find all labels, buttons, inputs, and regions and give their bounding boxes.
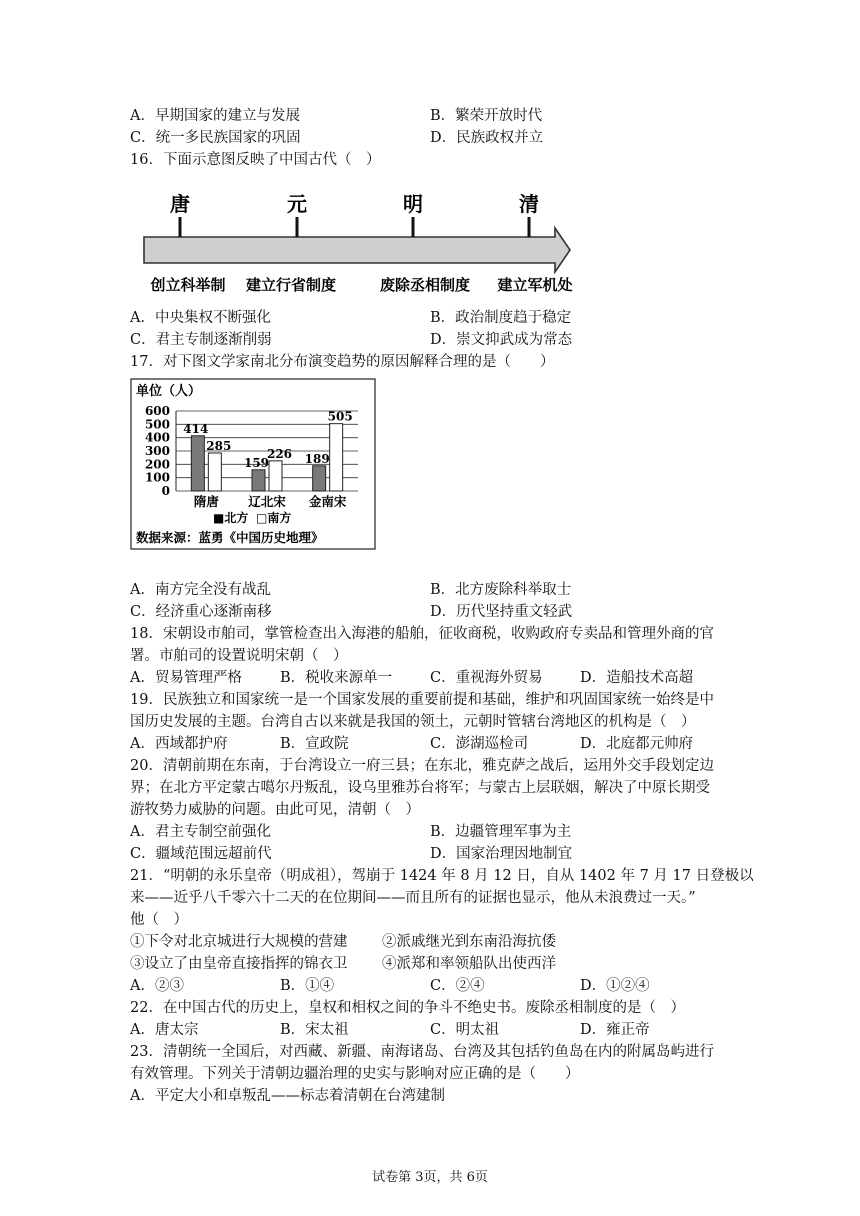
timeline-event-2: 建立行省制度 (245, 276, 337, 294)
q16-timeline-diagram (130, 184, 590, 296)
q17-option-b[interactable]: B．北方废除科举取士 (430, 582, 572, 598)
timeline-event-1: 创立科举制 (150, 276, 226, 294)
q18-option-d[interactable]: D．造船技术高超 (580, 670, 694, 686)
q22-option-b[interactable]: B．宋太祖 (280, 1022, 349, 1038)
q21-stem-line1: 21．“明朝的永乐皇帝（明成祖），驾崩于 1424 年 8 月 12 日，自从 1402 年 7 月 17 日登极以 (130, 868, 754, 884)
data-label: 285 (206, 439, 232, 453)
q18-option-c[interactable]: C．重视海外贸易 (430, 670, 543, 686)
chart-source: 数据来源：蓝勇《中国历史地理》 (136, 530, 324, 545)
q21-statement-1: ①下令对北京城进行大规模的营建 (130, 934, 348, 950)
q17-stem: 17．对下图文学家南北分布演变趋势的原因解释合理的是（ ） (130, 354, 555, 370)
y-tick-label: 200 (144, 457, 170, 472)
q18-stem-line1: 18．宋朝设市舶司，掌管检查出入海港的船舶，征收商税，收购政府专卖品和管理外商的官 (130, 626, 714, 642)
q21-option-a[interactable]: A．②③ (130, 978, 184, 994)
q22-option-a[interactable]: A．唐太宗 (130, 1022, 199, 1038)
q21-stem-line3: 他（ ） (130, 912, 188, 928)
bar-south (269, 461, 282, 491)
page-footer: 试卷第 3页，共 6页 (372, 1170, 488, 1185)
q15-option-b[interactable]: B．繁荣开放时代 (430, 108, 543, 124)
y-tick-label: 600 (144, 404, 170, 418)
q16-option-b[interactable]: B．政治制度趋于稳定 (430, 310, 572, 326)
q19-option-b[interactable]: B．宣政院 (280, 736, 349, 752)
timeline-dynasty-yuan: 元 (287, 192, 307, 216)
category-label: 金南宋 (308, 494, 347, 509)
bar-south (208, 453, 221, 491)
q23-option-a[interactable]: A．平定大小和卓叛乱——标志着清朝在台湾建制 (130, 1088, 445, 1104)
q19-option-a[interactable]: A．西域都护府 (130, 736, 228, 752)
q15-option-c[interactable]: C．统一多民族国家的巩固 (130, 130, 301, 146)
q19-stem-line1: 19．民族独立和国家统一是一个国家发展的重要前提和基础，维护和巩固国家统一始终是中 (130, 692, 714, 708)
y-tick-label: 100 (144, 470, 170, 485)
data-label: 414 (183, 421, 209, 436)
q16-option-c[interactable]: C．君主专制逐渐削弱 (130, 332, 272, 348)
data-label: 226 (266, 446, 293, 461)
q16-stem: 16．下面示意图反映了中国古代（ ） (130, 152, 381, 168)
bar-north (191, 436, 204, 491)
timeline-dynasty-ming: 明 (403, 192, 423, 216)
q18-option-a[interactable]: A．贸易管理严格 (130, 670, 242, 686)
y-tick-label: 500 (144, 417, 170, 432)
category-label: 辽北宋 (248, 494, 286, 509)
data-label: 505 (327, 409, 353, 424)
legend-south: □南方 (256, 511, 292, 525)
bar-north (252, 470, 265, 491)
q22-option-d[interactable]: D．雍正帝 (580, 1022, 650, 1038)
q21-statement-3: ③设立了由皇帝直接指挥的锦衣卫 (130, 956, 348, 972)
q18-stem-line2: 署。市舶司的设置说明宋朝（ ） (130, 648, 348, 664)
q21-option-b[interactable]: B．①④ (280, 978, 335, 994)
q16-option-a[interactable]: A．中央集权不断强化 (130, 310, 271, 326)
q21-statement-2: ②派戚继光到东南沿海抗倭 (382, 934, 556, 950)
timeline-event-3: 废除丞相制度 (379, 276, 471, 294)
legend-north: ■北方 (213, 511, 249, 525)
y-tick-label: 300 (144, 444, 170, 458)
chart-unit-label: 单位（人） (136, 384, 202, 399)
q20-stem-line2: 界；在北方平定蒙古噶尔丹叛乱，设乌里雅苏台将军；与蒙古上层联姻，解决了中原长期受 (130, 780, 710, 796)
y-tick-label: 400 (144, 430, 170, 445)
q23-stem-line1: 23．清朝统一全国后，对西藏、新疆、南海诸岛、台湾及其包括钓鱼岛在内的附属岛屿进行 (130, 1044, 714, 1060)
q22-stem: 22．在中国古代的历史上，皇权和相权之间的争斗不绝史书。废除丞相制度的是（ ） (130, 1000, 685, 1016)
q21-statement-4: ④派郑和率领船队出使西洋 (382, 956, 556, 972)
q15-option-d[interactable]: D．民族政权并立 (430, 130, 544, 146)
q23-stem-line2: 有效管理。下列关于清朝边疆治理的史实与影响对应正确的是（ ） (130, 1066, 580, 1082)
q21-option-c[interactable]: C．②④ (430, 978, 485, 994)
q20-option-b[interactable]: B．边疆管理军事为主 (430, 824, 572, 840)
q21-option-d[interactable]: D．①②④ (580, 978, 650, 994)
bar-south (330, 424, 343, 491)
q19-stem-line2: 国历史发展的主题。台湾自古以来就是我国的领土，元朝时管辖台湾地区的机构是（ ） (130, 714, 696, 730)
q18-option-b[interactable]: B．税收来源单一 (280, 670, 393, 686)
q20-option-a[interactable]: A．君主专制空前强化 (130, 824, 271, 840)
q20-stem-line3: 游牧势力威胁的问题。由此可见，清朝（ ） (130, 802, 420, 818)
timeline-dynasty-qing: 清 (519, 192, 539, 216)
bar-north (313, 466, 326, 491)
timeline-event-4: 建立军机处 (497, 276, 573, 294)
q21-stem-line2: 来——近乎八千零六十二天的在位期间——而且所有的证据也显示，他从未浪费过一天。” (130, 890, 696, 906)
q22-option-c[interactable]: C．明太祖 (430, 1022, 500, 1038)
q19-option-d[interactable]: D．北庭都元帅府 (580, 736, 694, 752)
q20-option-d[interactable]: D．国家治理因地制宜 (430, 846, 573, 862)
y-tick-label: 0 (161, 484, 170, 498)
q17-option-c[interactable]: C．经济重心逐渐南移 (130, 604, 272, 620)
q20-stem-line1: 20．清朝前期在东南，于台湾设立一府三县；在东北，雅克萨之战后，运用外交手段划定边 (130, 758, 714, 774)
timeline-dynasty-tang: 唐 (170, 192, 190, 216)
category-label: 隋唐 (193, 494, 219, 509)
q19-option-c[interactable]: C．澎湖巡检司 (430, 736, 529, 752)
literati-distribution-chart (130, 378, 376, 550)
q17-option-d[interactable]: D．历代坚持重文轻武 (430, 604, 573, 620)
q17-option-a[interactable]: A．南方完全没有战乱 (130, 582, 271, 598)
q20-option-c[interactable]: C．疆域范围远超前代 (130, 846, 272, 862)
data-label: 189 (304, 451, 330, 466)
data-label: 159 (243, 455, 270, 470)
q15-option-a[interactable]: A．早期国家的建立与发展 (130, 108, 300, 124)
q16-option-d[interactable]: D．崇文抑武成为常态 (430, 332, 573, 348)
